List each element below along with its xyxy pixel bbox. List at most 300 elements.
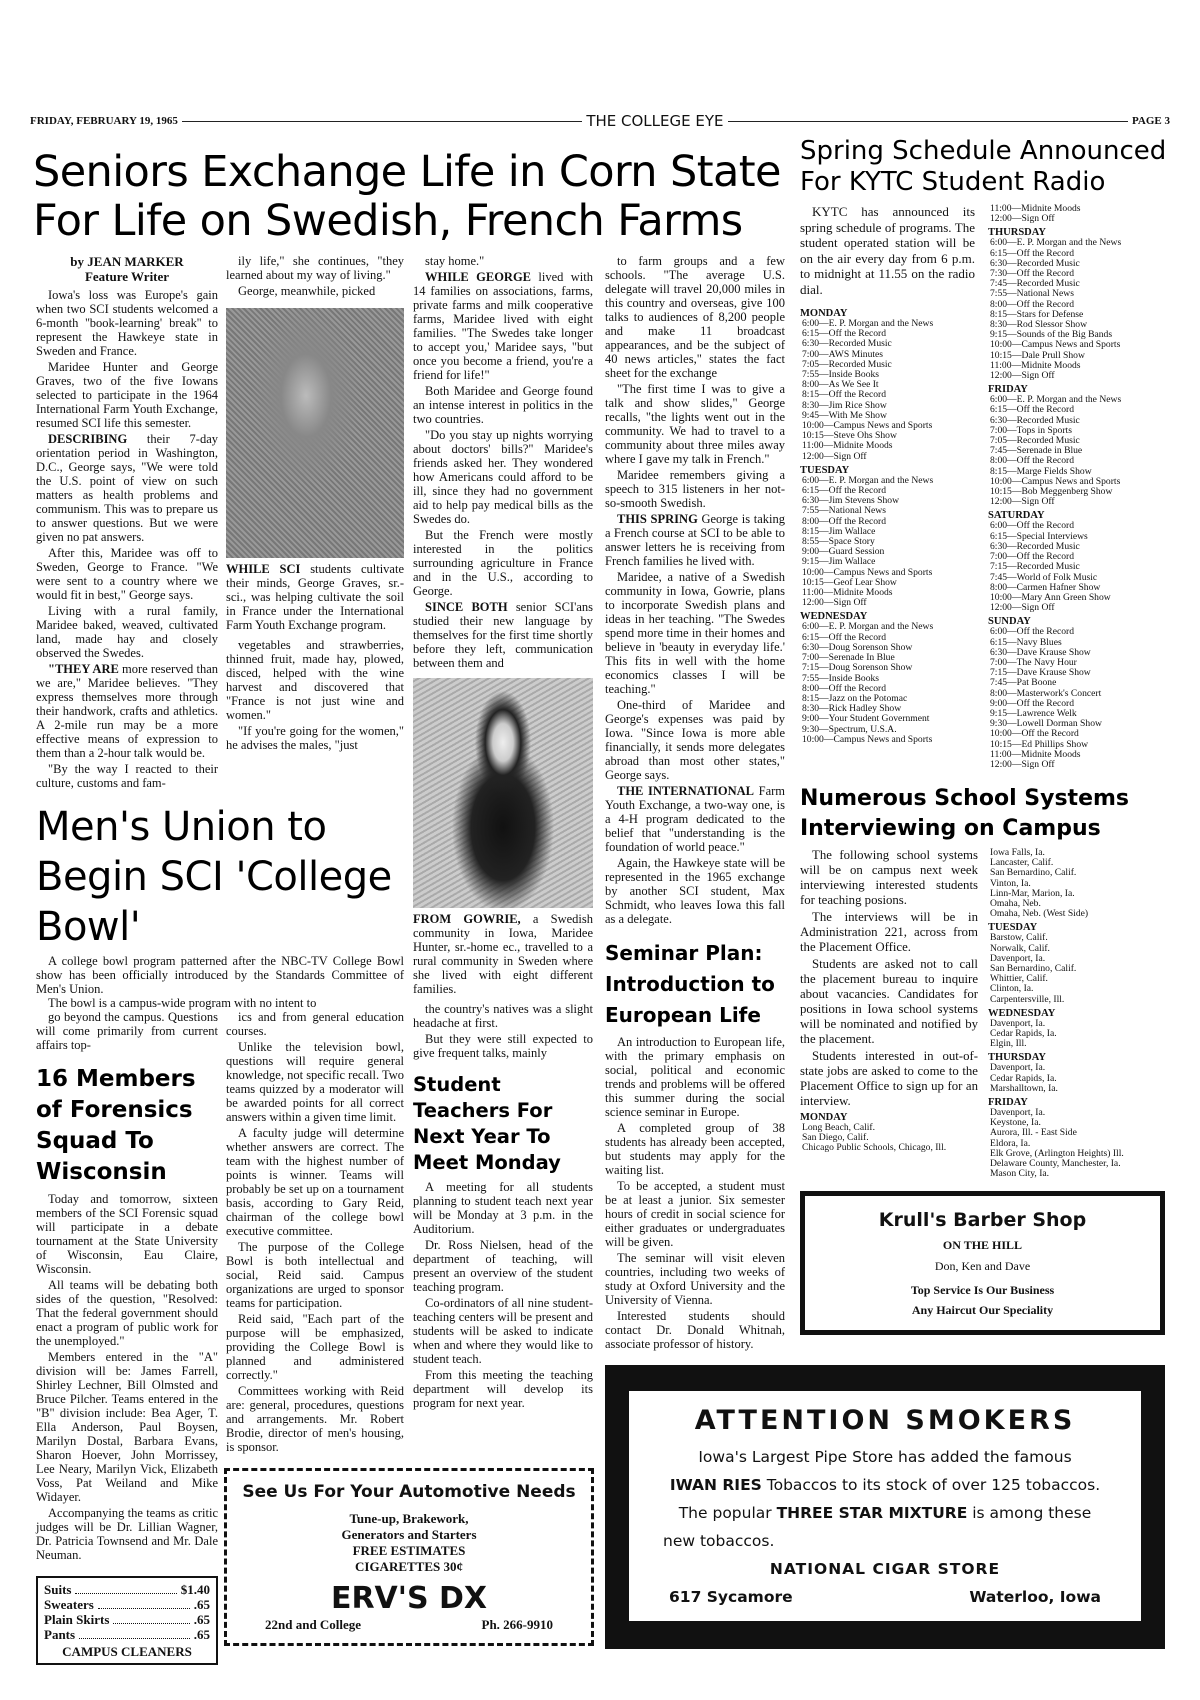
schedule-item: 7:00—Tops in Sports: [990, 424, 1072, 436]
paragraph: [605, 1251, 785, 1307]
paragraph: [413, 528, 593, 598]
paragraph: [413, 1296, 593, 1366]
paragraph-text: Committees working with Reid are: general, procedures, questions and arrangements. Mr. Robert Brodie, director of men's housing, is sponsor.: [226, 1384, 404, 1454]
forensics-body: [36, 1192, 218, 1564]
price-row: [44, 1627, 210, 1642]
price-value: .65: [193, 1612, 210, 1627]
paragraph-text: George is taking a French course at SCI to be able to answer letters he is receiving from French families he lived with.: [605, 512, 785, 568]
paragraph: [226, 1240, 404, 1310]
schedule-item: Cedar Rapids, Ia.: [990, 1028, 1057, 1040]
price-row: [44, 1597, 210, 1612]
ervs-line: FREE ESTIMATES: [352, 1543, 466, 1558]
schedule-item: 8:30—Rod Slessor Show: [990, 319, 1088, 331]
smokers-line: [629, 1499, 1141, 1527]
schedule-item: 9:15—Jim Wallace: [802, 556, 876, 568]
paragraph: [36, 546, 218, 602]
leader-dots: [75, 1582, 176, 1594]
text-block: [36, 1192, 218, 1562]
schedule-item: 12:00—Sign Off: [990, 370, 1055, 382]
schedule-item: 6:15—Off the Record: [802, 631, 887, 643]
krull-staff: Don, Ken and Dave: [934, 1259, 1031, 1273]
schedule-item: San Bernardino, Calif.: [990, 963, 1077, 975]
schedule-item: Iowa Falls, Ia.: [990, 847, 1045, 858]
paragraph-text: vegetables and strawberries, thinned fruit, made hay, plowed, disced, helped with the wine harvest and discovered that "France is not just wine and women.": [226, 638, 404, 722]
paragraph-text: Dr. Ross Nielsen, head of the department of teaching, will present an overview of the student teaching program.: [413, 1238, 593, 1294]
schedule-item: Davenport, Ia.: [990, 1107, 1046, 1119]
headline-seniors: Seniors Exchange Life in Corn State For Life on Swedish, French Farms: [33, 147, 781, 246]
schedule-item: 6:00—Off the Record: [990, 520, 1075, 532]
paragraph-text: Living with a rural family, Maridee baked, weaved, cultivated land, made hay and closely observed the Swedes.: [36, 604, 218, 660]
paragraph: [226, 1040, 404, 1124]
paragraph-text: Farm Youth Exchange, a two-way one, is a 4-H program dedicated to the belief that "understanding is the foundation of world peace.": [605, 784, 786, 854]
smokers-city: Waterloo, Iowa: [969, 1588, 1101, 1606]
schedule-item: 7:15—Recorded Music: [990, 561, 1080, 573]
paragraph-text: One-third of Maridee and George's expenses was paid by Iowa. "Since Iowa is more able financially, it sends more delegates abroad than most other states," George says.: [605, 698, 785, 782]
paragraph-text: From this meeting the teaching department will develop its program for next year.: [413, 1368, 593, 1410]
schedule-item: 10:15—Geof Lear Show: [802, 576, 897, 588]
paragraph-text: stay home.": [425, 254, 485, 268]
text-block: [988, 848, 1173, 919]
schedule-item: 10:15—Ed Phillips Show: [990, 738, 1089, 750]
paragraph: [36, 288, 218, 358]
paragraph: [36, 432, 218, 544]
schedule-item: 6:00—E. P. Morgan and the News: [802, 474, 934, 486]
price-value: .65: [193, 1597, 210, 1612]
text-block: [988, 204, 1173, 224]
leader-dots: [98, 1597, 190, 1609]
schedule-item: Long Beach, Calif.: [802, 1122, 875, 1133]
paragraph: [226, 1010, 404, 1038]
photo-maridee-garden: [413, 678, 593, 908]
schedule-item: 7:45—Recorded Music: [990, 278, 1080, 290]
paragraph: [413, 1032, 593, 1060]
schedule-item: 6:00—Off the Record: [990, 626, 1075, 638]
paragraph-text: Co-ordinators of all nine student-teaching centers will be present and students will be asked to indicate when and where they would like to student teach.: [413, 1296, 593, 1366]
schedule-item: 12:00—Sign Off: [802, 597, 867, 609]
paragraph-text: The interviews will be in Administration 221, across from the Placement Office.: [800, 910, 978, 954]
schedule-item: 8:15—Stars for Defense: [990, 308, 1084, 320]
paragraph: [226, 1126, 404, 1238]
seniors-col1: [36, 254, 218, 792]
paragraph-text: Interested students should contact Dr. Donald Whitnah, associate professor of history.: [605, 1309, 785, 1351]
brand-three-star: THREE STAR MIXTURE: [776, 1504, 968, 1522]
schedule-item: 10:00—Mary Ann Green Show: [990, 591, 1111, 603]
price-value: .65: [193, 1627, 210, 1642]
paragraph: [800, 910, 978, 955]
day-heading: THURSDAY: [988, 1052, 1046, 1064]
paragraph-text: to farm groups and a few schools. "The average U.S. delegate will travel 20,000 miles in this country and overseas, give 100 talks to audiences of 8,200 people and make 11 broadcast appearances, and be the subject of 40 news articles," states the fact sheet for the exchange: [605, 254, 785, 380]
schedule-item: 6:15—Navy Blues: [990, 636, 1062, 648]
schedule-item: San Bernardino, Calif.: [990, 867, 1077, 879]
schedule-item: Eldora, Ia.: [990, 1137, 1031, 1149]
schedule-item: 8:00—Off the Record: [802, 682, 887, 694]
paragraph-text: Maridee remembers giving a speech to 315 listeners in her not-so-smooth Swedish.: [605, 468, 785, 510]
paragraph: [800, 848, 978, 908]
schedule-item: Lancaster, Calif.: [990, 857, 1054, 869]
price-item: Plain Skirts: [44, 1612, 110, 1627]
masthead: [30, 112, 1170, 130]
ervs-line: Tune-up, Brakework,: [349, 1511, 469, 1526]
price-item: Suits: [44, 1582, 72, 1597]
paragraph: [36, 604, 218, 660]
schedule-item: 11:00—Midnite Moods: [802, 587, 893, 599]
paragraph: [605, 1121, 785, 1177]
paragraph-text: Maridee, a native of a Swedish community in Iowa, Gowrie, plans to incorporate Swedish plans and ideas in her teaching. "The Swedes spend more time in their homes and believe in 'beauty in everyday life.' This fits in well with the home economics classes I will be teaching.": [605, 570, 785, 696]
schedule-item: 6:30—Recorded Music: [802, 338, 892, 350]
mens-union-col1: [36, 1010, 218, 1052]
schedule-item: 7:00—AWS Minutes: [802, 348, 884, 360]
headline-seminar: Seminar Plan: Introduction to European Life: [605, 941, 775, 1027]
paragraph: [605, 784, 785, 854]
text-block: [226, 638, 404, 752]
text-block: [36, 954, 404, 1010]
paragraph: [605, 856, 785, 926]
smokers-line: [629, 1471, 1141, 1499]
paragraph-text: The following school systems will be on campus next week interviewing interested students for teaching posions.: [800, 848, 978, 907]
schedule-item: 9:00—Off the Record: [990, 697, 1075, 709]
schedule-item: 7:30—Off the Record: [990, 268, 1075, 280]
schedule-item: 8:00—As We See It: [802, 379, 879, 391]
paragraph: [413, 1368, 593, 1410]
schedule-item: 8:30—Rick Hadley Show: [802, 703, 902, 715]
headline-student-teachers: Student Teachers For Next Year To Meet Monday: [413, 1073, 561, 1174]
schedule-item: 6:15—Special Interviews: [990, 530, 1088, 542]
paragraph: [605, 382, 785, 466]
page-number: PAGE 3: [1132, 115, 1171, 127]
ervs-address: 22nd and College: [265, 1617, 362, 1632]
day-heading: FRIDAY: [988, 384, 1028, 396]
schedule-item: Davenport, Ia.: [990, 1062, 1046, 1074]
schedule-item: 8:00—Masterwork's Concert: [990, 687, 1102, 699]
text-block: [226, 254, 404, 298]
ervs-line: CIGARETTES 30¢: [355, 1559, 463, 1574]
schedule-item: Barstow, Calif.: [990, 932, 1048, 944]
schedule-item: Elk Grove, (Arlington Heights) Ill.: [990, 1147, 1124, 1159]
paragraph-text: lived with 14 families on associations, farms, private farms and milk cooperative farms, Maridee lived with eight families. "The Swedes take longer to accept you,' Maridee says, "but once you become a friend, you're a friend for life!": [413, 270, 593, 382]
paragraph: [413, 1002, 593, 1030]
schedule-item: Keystone, Ia.: [990, 1117, 1041, 1129]
schedule-item: 6:00—E. P. Morgan and the News: [802, 621, 934, 633]
paragraph: [36, 1350, 218, 1504]
schedule-item: 7:15—Doug Sorenson Show: [802, 662, 913, 674]
smokers-contact: [629, 1583, 1141, 1611]
paragraph-text: A meeting for all students planning to student teach next year will be Monday at 3 p.m. in the Auditorium.: [413, 1180, 593, 1236]
paragraph-text: The bowl is a campus-wide program with no intent to: [48, 996, 317, 1010]
schedule-item: 11:00—Midnite Moods: [802, 440, 893, 452]
student-teachers-body: [413, 1180, 593, 1412]
price-row: [44, 1582, 210, 1597]
day-heading: WEDNESDAY: [800, 611, 868, 623]
paragraph: [36, 1192, 218, 1276]
paragraph-text: "By the way I reacted to their culture, customs and fam-: [36, 762, 218, 790]
seniors-col4: [605, 254, 785, 928]
schedule-item: Vinton, Ia.: [990, 877, 1031, 889]
schedule-item: 7:00—Off the Record: [990, 551, 1075, 563]
schedule-item: 10:15—Dale Prull Show: [990, 349, 1085, 361]
paragraph-text: Maridee Hunter and George Graves, two of the five Iowans selected to participate in the 1964 International Farm Youth Exchange, resumed SCI life this semester.: [36, 360, 218, 430]
schedule-item: 10:15—Bob Meggenberg Show: [990, 486, 1113, 498]
schedule-item: 10:15—Steve Ohs Show: [802, 430, 897, 442]
schedule-item: 6:30—Dave Krause Show: [990, 646, 1091, 658]
schedule-item: 8:00—Off the Record: [802, 515, 887, 527]
text-block: [36, 288, 218, 790]
text-block: [605, 1035, 785, 1351]
paragraph-text: senior SCI'ans studied their new language by themselves for the first time shortly before they left, communication between them and: [413, 600, 593, 670]
schedule-item: Davenport, Ia.: [990, 1017, 1046, 1029]
schedule-item: Carpentersville, Ill.: [990, 993, 1065, 1005]
paragraph: [226, 1384, 404, 1454]
day-heading: WEDNESDAY: [988, 1007, 1056, 1019]
text-block: [413, 1002, 593, 1060]
paragraph: [605, 1035, 785, 1119]
schedule-item: 6:15—Off the Record: [990, 247, 1075, 259]
schedule-item: 12:00—Sign Off: [802, 450, 867, 462]
schedule-item: 9:00—Your Student Government: [802, 713, 930, 725]
paragraph-text: But the French were mostly interested in the politics surrounding agriculture in France and in the U.S., according to George.: [413, 528, 593, 598]
seminar-body: [605, 1035, 785, 1353]
smokers-text: is among these: [967, 1504, 1092, 1522]
paragraph-text: Today and tomorrow, sixteen members of the SCI Forensic squad will participate in a debate tournament at the State University of Wisconsin, Eau Claire, Wisconsin.: [36, 1192, 218, 1276]
paragraph-text: "If you're going for the women," he advises the males, "just: [226, 724, 404, 752]
brand-iwan-ries: IWAN RIES: [669, 1476, 762, 1494]
schedule-item: 11:00—Midnite Moods: [990, 748, 1081, 760]
paragraph-text: But they were still expected to give frequent talks, mainly: [413, 1032, 593, 1060]
schedule-item: 8:30—Jim Rice Show: [802, 399, 887, 411]
text-block: [36, 1010, 218, 1052]
day-heading: THURSDAY: [988, 227, 1046, 239]
krull-line: Any Haircut Our Speciality: [911, 1303, 1054, 1317]
paragraph-lead: DESCRIBING: [48, 432, 128, 446]
day-heading: MONDAY: [800, 308, 848, 319]
paragraph-text: Members entered in the "A" division will be: James Farrell, Shirley Lechner, Bill Olmsted and Bruce Pilcher. Teams entered in the "B" division include: Bea Ager, T. Ella Anderson, Paul Boysen, Marilyn Dostal, Barbara Evans, Sharon Hoever, John Morrissey, Lee Neary, Marilyn Vick, Elizabeth Voss, Pat Weiland and Mike Widayer.: [36, 1350, 218, 1504]
paragraph-text: A faculty judge will determine whether answers are correct. The team with the highest number of points is winner. Teams will probably be set up on a tournament basis, according to Gary Reid, chairman of the college bowl executive committee.: [226, 1126, 404, 1238]
byline-role: Feature Writer: [84, 269, 170, 284]
schedule-item: Aurora, Ill. - East Side: [990, 1127, 1077, 1139]
schedule-item: 6:15—Off the Record: [990, 404, 1075, 416]
schedule-item: 6:15—Off the Record: [802, 485, 887, 497]
schedule-item: Marshalltown, Ia.: [990, 1082, 1058, 1094]
paragraph: [36, 762, 218, 790]
paragraph-lead: "THEY ARE: [48, 662, 119, 676]
schedule-item: Linn-Mar, Marion, Ia.: [990, 887, 1075, 899]
ad-attention-smokers: [605, 1365, 1165, 1649]
paragraph: [605, 254, 785, 380]
day-heading: MONDAY: [800, 1112, 848, 1123]
schedule-item: 6:00—E. P. Morgan and the News: [802, 318, 934, 329]
headline-mens-union: Men's Union to Begin SCI 'College Bowl': [36, 804, 392, 950]
schedule-item: 7:45—Serenade in Blue: [990, 445, 1083, 457]
paragraph: [36, 1506, 218, 1562]
radio-intro-text: KYTC has announced its spring schedule of programs. The student operated station will be on the air every day from 6 p.m. to midnight at 11.55 on the radio dial.: [800, 204, 975, 297]
schedule-item: Cedar Rapids, Ia.: [990, 1072, 1057, 1084]
text-block: [413, 254, 593, 670]
paragraph-text: ics and from general education courses.: [226, 1010, 404, 1038]
byline-author: by JEAN MARKER: [70, 254, 184, 269]
paragraph: [413, 254, 593, 268]
schedule-item: 11:00—Midnite Moods: [990, 359, 1081, 371]
mens-union-intro: [36, 954, 404, 1010]
paragraph: [605, 698, 785, 782]
text-block: [800, 1112, 978, 1154]
paragraph: [36, 662, 218, 760]
smokers-store: NATIONAL CIGAR STORE: [769, 1560, 1001, 1578]
day-heading: SATURDAY: [988, 510, 1045, 522]
schedule-item: 12:00—Sign Off: [990, 758, 1055, 770]
paragraph-text: Students interested in out-of-state jobs are asked to come to the Placement Office to sign up for an interview.: [800, 1049, 978, 1108]
paragraph-lead: WHILE GEORGE: [425, 270, 532, 284]
rule: [182, 121, 583, 122]
schedule-item: 6:30—Recorded Music: [990, 414, 1080, 426]
price-item: Pants: [44, 1627, 76, 1642]
paragraph: [605, 468, 785, 510]
photo-caption: [413, 912, 593, 996]
schedule-item: Whittier, Calif.: [990, 973, 1048, 985]
schedule-item: 12:00—Sign Off: [990, 602, 1055, 614]
radio-intro: [800, 204, 975, 299]
schedule-item: 12:00—Sign Off: [990, 496, 1055, 508]
schedule-item: 7:45—World of Folk Music: [990, 571, 1098, 583]
paragraph-text: Reid said, "Each part of the purpose will be emphasized, providing the College Bowl is planned and administered correctly.": [226, 1312, 404, 1382]
schedule-item: 6:30—Doug Sorenson Show: [802, 641, 913, 653]
seniors-col2: [226, 254, 404, 754]
paragraph-text: Again, the Hawkeye state will be represented in the 1965 exchange by another SCI student, Max Schmidt, who leaves Iowa this fall as a delegate.: [605, 856, 785, 926]
seniors-col3: [413, 254, 593, 1062]
paper-name: THE COLLEGE EYE: [586, 112, 724, 130]
paragraph: [36, 1010, 218, 1052]
text-block: [226, 1010, 404, 1454]
schedule-item: 7:05—Recorded Music: [802, 358, 892, 370]
schedule-item: 6:00—E. P. Morgan and the News: [990, 237, 1122, 249]
paragraph: [413, 1180, 593, 1236]
ervs-phone: Ph. 266-9910: [481, 1617, 553, 1632]
caption-text: a Swedish community in Iowa, Maridee Hunter, sr.-home ec., travelled to a rural community in Sweden where she lived with eight different families.: [413, 912, 593, 996]
paragraph-text: ily life," she continues, "they learned about my way of living.": [226, 254, 404, 282]
paragraph-text: Both Maridee and George found an intense interest in politics in the two countries.: [413, 384, 593, 426]
photo-caption: [226, 562, 404, 632]
paragraph: [605, 1179, 785, 1249]
schedule-item: 8:15—Marge Fields Show: [990, 465, 1092, 477]
paragraph: [605, 1309, 785, 1351]
issue-date: FRIDAY, FEBRUARY 19, 1965: [30, 115, 178, 127]
krull-sub: ON THE HILL: [942, 1238, 1023, 1252]
paragraph-text: their 7-day orientation period in Washington, D.C., George says, "We were told the U.S. point of view on such matters as health problems and communism. This was to prepare us to answer questions. But we were given no pat answers.: [36, 432, 218, 544]
day-heading: SUNDAY: [988, 616, 1031, 628]
price-item: Sweaters: [44, 1597, 94, 1612]
schedule-item: 7:55—Inside Books: [802, 672, 880, 684]
schedule-item: Omaha, Neb.: [990, 898, 1041, 910]
schedule-item: 7:15—Dave Krause Show: [990, 667, 1091, 679]
smokers-line: new tobaccos.: [663, 1532, 775, 1550]
paragraph-text: "The first time I was to give a talk and show slides," George recalls, "the lights went out in the community. We had to travel to a community about three miles away where I gave my talk in French.": [605, 382, 785, 466]
headline-forensics: 16 Members of Forensics Squad To Wisconsin: [36, 1066, 196, 1185]
ervs-name: ERV'S DX: [330, 1581, 488, 1616]
paragraph: [413, 428, 593, 526]
price-row: [44, 1612, 210, 1627]
schedule-item: 7:00—The Navy Hour: [990, 656, 1077, 668]
schedule-item: 6:15—Off the Record: [802, 328, 887, 340]
text-block: [413, 1180, 593, 1410]
schedule-item: 8:55—Space Story: [802, 536, 875, 548]
paragraph-text: George, meanwhile, picked: [238, 284, 376, 298]
paragraph: [605, 512, 785, 568]
schedule-item: 7:55—National News: [990, 288, 1074, 300]
rule: [728, 121, 1129, 122]
schedule-item: 10:00—Campus News and Sports: [990, 339, 1121, 351]
schedule-item: 12:00—Sign Off: [990, 213, 1055, 225]
schedule-item: 10:00—Campus News and Sports: [802, 420, 933, 432]
paragraph-text: To be accepted, a student must be at least a junior. Six semester hours of credit in social science for either graduates or undergraduates will be given.: [605, 1179, 785, 1249]
paragraph-lead: THIS SPRING: [617, 512, 698, 526]
photo-george-bicycle: [226, 308, 404, 558]
radio-schedule-right: [988, 204, 1173, 770]
paragraph: [800, 957, 978, 1047]
paragraph: [226, 284, 404, 298]
schedule-item: Chicago Public Schools, Chicago, Ill.: [802, 1142, 947, 1154]
paragraph: [226, 254, 404, 282]
schedule-item: 7:45—Pat Boone: [990, 677, 1057, 689]
paragraph-lead: THE INTERNATIONAL: [617, 784, 755, 798]
radio-schedule-left: [800, 305, 980, 745]
paragraph-text: more reserved than we are," Maridee believes. "They express themselves more through their handwork, crafts and athletics. A 2-mile run may be a more effective means of expression to them than a 2-hour talk would be.: [36, 662, 218, 760]
schools-body: [800, 848, 978, 1154]
schedule-item: Elgin, Ill.: [990, 1038, 1027, 1050]
schedule-item: Omaha, Neb. (West Side): [990, 908, 1089, 920]
schedule-item: 7:00—Serenade In Blue: [802, 652, 895, 664]
paragraph: [226, 1312, 404, 1382]
paragraph: [36, 360, 218, 430]
schedule-item: 9:15—Sounds of the Big Bands: [990, 329, 1113, 341]
headline-schools: Numerous School Systems Interviewing on Campus: [800, 786, 1130, 841]
paragraph-text: A completed group of 38 students has already been accepted, but students may apply for the waiting list.: [605, 1121, 785, 1177]
caption-lead: FROM GOWRIE,: [413, 912, 521, 926]
text-block: [988, 227, 1173, 770]
day-heading: TUESDAY: [988, 922, 1038, 934]
schools-list-right: [988, 848, 1173, 1179]
schedule-item: 6:30—Recorded Music: [990, 540, 1080, 552]
paragraph-text: the country's natives was a slight headache at first.: [413, 1002, 593, 1030]
day-heading: FRIDAY: [988, 1097, 1028, 1109]
schedule-item: 10:00—Off the Record: [990, 728, 1079, 740]
mens-union-col2: [226, 1010, 404, 1456]
paragraph: [413, 1238, 593, 1294]
ervs-title: See Us For Your Automotive Needs: [242, 1482, 576, 1502]
leader-dots: [113, 1612, 189, 1624]
paragraph: [36, 954, 404, 996]
schedule-item: 9:00—Guard Session: [802, 546, 885, 558]
schedule-item: 9:30—Spectrum, U.S.A.: [802, 723, 897, 735]
paragraph-text: Students are asked not to call the placement bureau to inquire about vacancies. Candidates for positions in Iowa school systems will be nominated and notified by the placement.: [800, 957, 978, 1046]
schedule-item: 10:00—Campus News and Sports: [802, 733, 933, 745]
schedule-item: 11:00—Midnite Moods: [990, 203, 1081, 214]
paragraph: [226, 724, 404, 752]
paragraph-text: Iowa's loss was Europe's gain when two SCI students welcomed a 6-month ''book-learning' break'' to represent the Hawkeye state in Sweden and France.: [36, 288, 218, 358]
cleaners-name: CAMPUS CLEANERS: [62, 1644, 192, 1659]
caption-lead: WHILE SCI: [226, 562, 301, 576]
ervs-line: Generators and Starters: [341, 1527, 477, 1542]
schedule-item: 6:30—Recorded Music: [990, 257, 1080, 269]
paragraph-text: The purpose of the College Bowl is both intellectual and social, Reid said. Campus organizations are urged to sponsor teams for participation.: [226, 1240, 404, 1310]
schedule-item: Delaware County, Manchester, Ia.: [990, 1158, 1121, 1170]
smokers-text: The popular: [678, 1504, 777, 1522]
schedule-item: 9:30—Lowell Dorman Show: [990, 718, 1102, 730]
schedule-item: Davenport, Ia.: [990, 952, 1046, 964]
paragraph: [36, 1278, 218, 1348]
paragraph-text: Accompanying the teams as critic judges will be Dr. Lillian Wagner, Dr. Patricia Townsend and Mr. Dale Neuman.: [36, 1506, 218, 1562]
text-block: [800, 848, 978, 1109]
text-block: [605, 254, 785, 926]
schedule-item: 7:05—Recorded Music: [990, 435, 1080, 447]
ad-ervs-dx: [224, 1468, 594, 1646]
